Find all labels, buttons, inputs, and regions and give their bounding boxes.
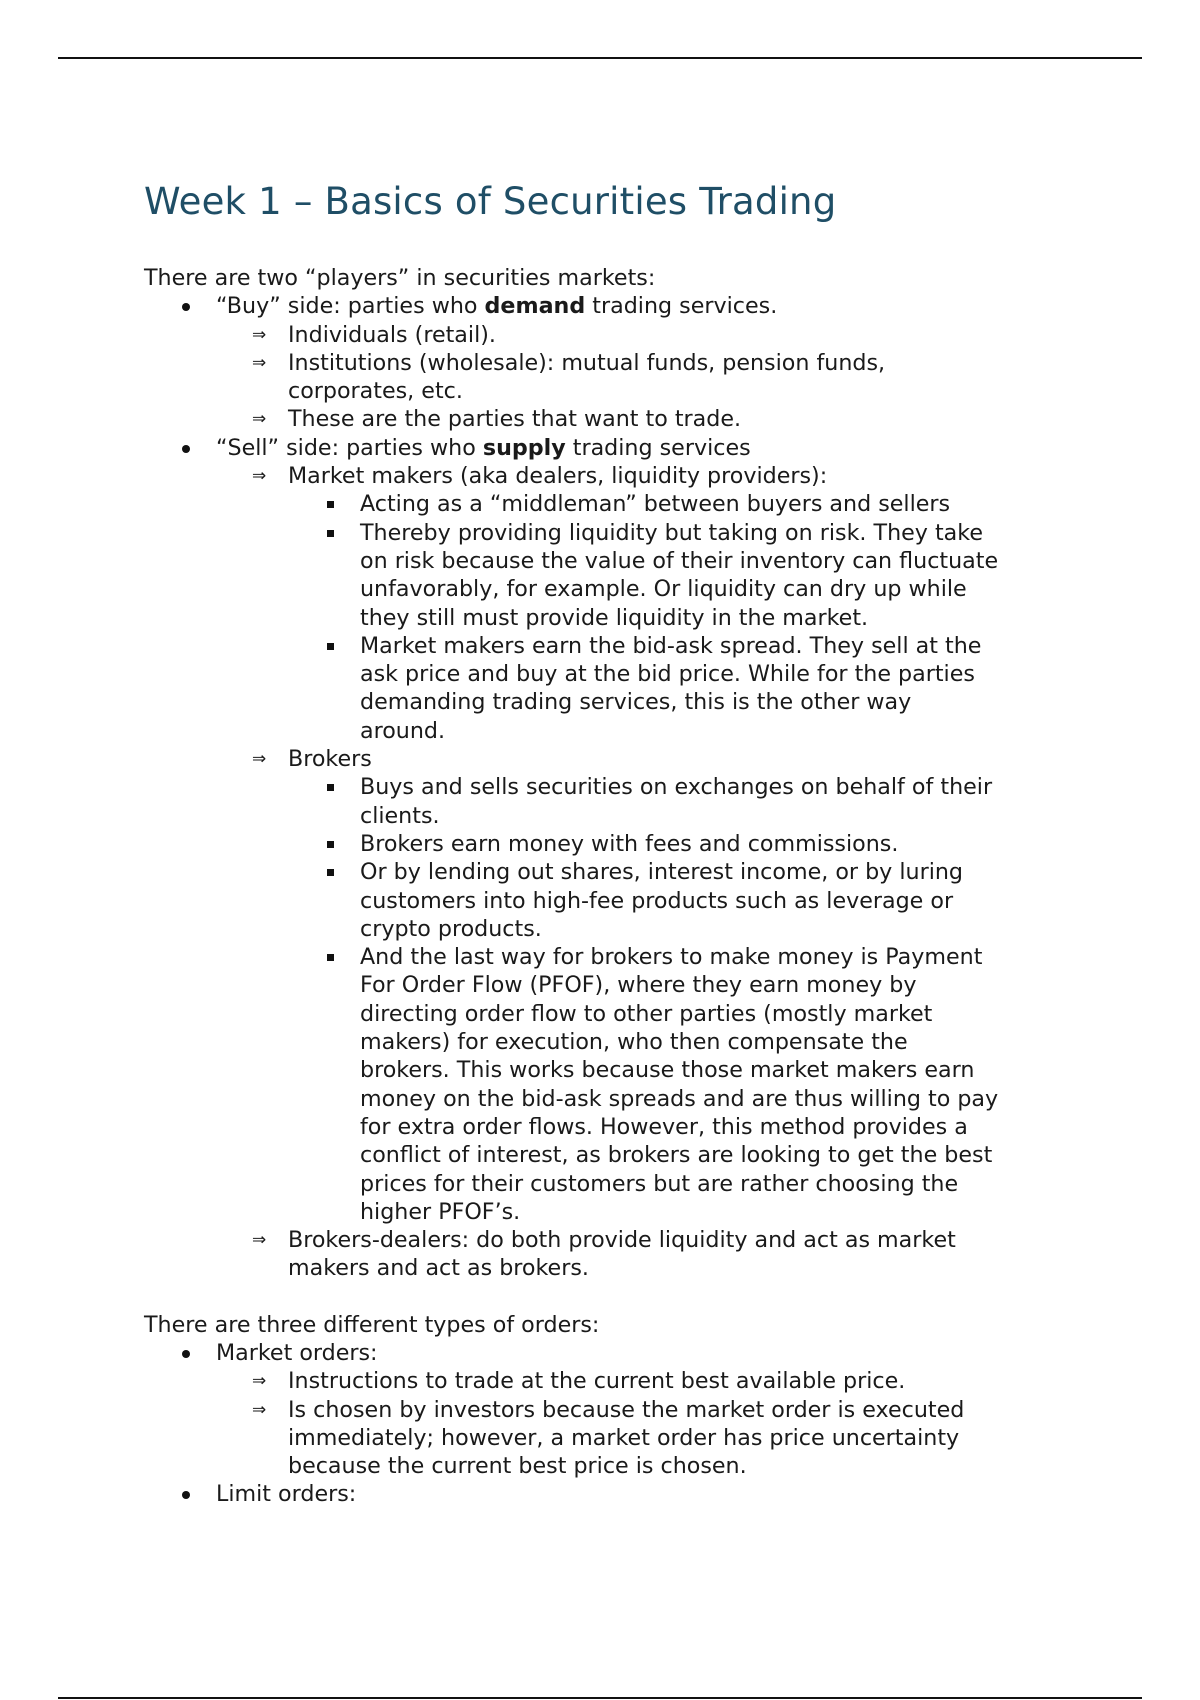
arrow-icon: ⇒ bbox=[252, 749, 267, 770]
brokers-sub-item-cont: brokers. This works because those market makers earn bbox=[360, 1057, 975, 1084]
market-order-detail: ⇒ Instructions to trade at the current best available price. bbox=[252, 1368, 906, 1395]
brokers-sub-item: Brokers earn money with fees and commissions. bbox=[144, 830, 1084, 858]
brokers-sub-item: And the last way for brokers to make money is Payment bbox=[144, 943, 1084, 971]
brokers-sub-item-cont: directing order flow to other parties (mostly market bbox=[360, 1000, 933, 1027]
buy-item-individuals: ⇒ Individuals (retail). bbox=[252, 321, 496, 348]
arrow-icon: ⇒ bbox=[252, 352, 267, 373]
market-makers-item: ⇒ Market makers (aka dealers, liquidity providers): bbox=[252, 463, 828, 490]
paragraph-gap bbox=[144, 1283, 1084, 1311]
sell-side-item: “Sell” side: parties who supply trading services bbox=[144, 434, 1084, 462]
square-bullet-icon bbox=[327, 841, 334, 848]
brokers-item: ⇒ Brokers bbox=[252, 746, 372, 773]
mm-sub-item-cont: on risk because the value of their inventory can fluctuate bbox=[360, 547, 999, 574]
arrow-icon: ⇒ bbox=[252, 1399, 267, 1420]
market-order-detail-cont: immediately; however, a market order has price uncertainty bbox=[288, 1424, 960, 1451]
brokers-sub-item-cont: for extra order flows. However, this method provides a bbox=[360, 1113, 968, 1140]
mm-sub-item: Thereby providing liquidity but taking on risk. They take bbox=[144, 519, 1084, 547]
brokers-sub-item-cont: conflict of interest, as brokers are looking to get the best bbox=[360, 1142, 993, 1169]
square-bullet-icon bbox=[327, 954, 334, 961]
brokers-sub-item-cont: prices for their customers but are rather choosing the bbox=[360, 1170, 959, 1197]
page-title: Week 1 – Basics of Securities Trading bbox=[144, 180, 837, 223]
footer-rule bbox=[58, 1697, 1142, 1699]
header-rule bbox=[58, 57, 1142, 59]
bullet-icon bbox=[182, 445, 190, 453]
brokers-sub-item-cont: money on the bid-ask spreads and are thus willing to pay bbox=[360, 1085, 999, 1112]
square-bullet-icon bbox=[327, 784, 334, 791]
square-bullet-icon bbox=[327, 643, 334, 650]
square-bullet-icon bbox=[327, 501, 334, 508]
orders-intro: There are three different types of orders: bbox=[144, 1311, 600, 1338]
brokers-sub-item-cont: makers) for execution, who then compensate the bbox=[360, 1029, 908, 1056]
brokers-dealers-item-cont: makers and act as brokers. bbox=[288, 1255, 589, 1282]
document-body bbox=[144, 178, 1084, 1509]
brokers-sub-item-cont: customers into high-fee products such as leverage or bbox=[360, 887, 954, 914]
buy-side-item: “Buy” side: parties who demand trading services. bbox=[144, 292, 1084, 320]
mm-sub-item-cont: demanding trading services, this is the other way bbox=[360, 689, 912, 716]
brokers-sub-item-cont: higher PFOF’s. bbox=[360, 1198, 521, 1225]
buy-item-institutions-cont: corporates, etc. bbox=[288, 378, 463, 405]
mm-sub-item-cont: they still must provide liquidity in the market. bbox=[360, 604, 869, 631]
arrow-icon: ⇒ bbox=[252, 1371, 267, 1392]
market-orders-item: Market orders: bbox=[144, 1339, 1084, 1367]
square-bullet-icon bbox=[327, 869, 334, 876]
arrow-icon: ⇒ bbox=[252, 324, 267, 345]
players-intro: There are two “players” in securities markets: bbox=[144, 265, 656, 291]
mm-sub-item-cont: ask price and buy at the bid price. While for the parties bbox=[360, 661, 975, 688]
brokers-dealers-item: ⇒ Brokers-dealers: do both provide liquidity and act as market bbox=[252, 1227, 956, 1254]
mm-sub-item: Market makers earn the bid-ask spread. They sell at the bbox=[144, 632, 1084, 660]
market-order-detail-cont: because the current best price is chosen. bbox=[288, 1453, 747, 1480]
square-bullet-icon bbox=[327, 530, 334, 537]
arrow-icon: ⇒ bbox=[252, 409, 267, 430]
brokers-sub-item: Buys and sells securities on exchanges on behalf of their bbox=[144, 773, 1084, 801]
mm-sub-item-cont: unfavorably, for example. Or liquidity can dry up while bbox=[360, 576, 967, 603]
bullet-icon bbox=[182, 1350, 190, 1358]
brokers-sub-item-cont: For Order Flow (PFOF), where they earn money by bbox=[360, 972, 917, 999]
bullet-icon bbox=[182, 303, 190, 311]
brokers-sub-item-cont: clients. bbox=[360, 802, 440, 829]
mm-sub-item: Acting as a “middleman” between buyers and sellers bbox=[144, 490, 1084, 518]
brokers-sub-item: Or by lending out shares, interest income, or by luring bbox=[144, 858, 1084, 886]
brokers-sub-item-cont: crypto products. bbox=[360, 915, 542, 942]
limit-orders-item: Limit orders: bbox=[144, 1480, 1084, 1508]
buy-item-institutions: ⇒ Institutions (wholesale): mutual funds, pension funds, bbox=[252, 349, 886, 376]
buy-item-parties: ⇒ These are the parties that want to trade. bbox=[252, 406, 742, 433]
arrow-icon: ⇒ bbox=[252, 1230, 267, 1251]
arrow-icon: ⇒ bbox=[252, 466, 267, 487]
mm-sub-item-cont: around. bbox=[360, 717, 446, 744]
market-order-detail: ⇒ Is chosen by investors because the market order is executed bbox=[252, 1396, 965, 1423]
bullet-icon bbox=[182, 1491, 190, 1499]
